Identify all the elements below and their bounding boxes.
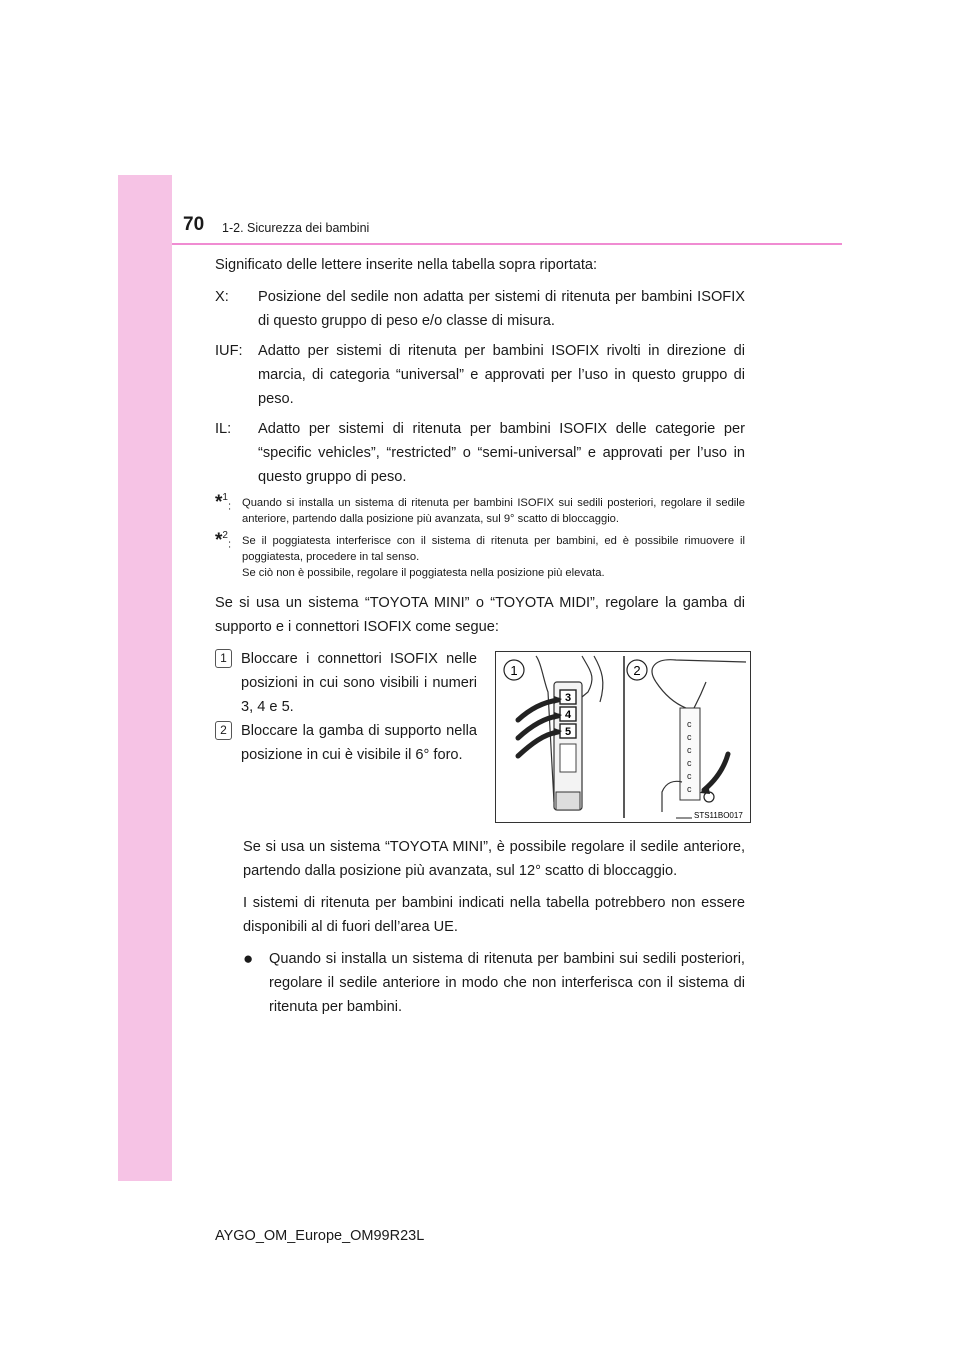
isofix-illustration [495,651,751,823]
bullet-note [243,947,745,1019]
steps-with-figure [215,647,745,835]
definition-key: X: [215,289,229,305]
svg-text:c: c [687,771,692,781]
step-number: 1 [215,649,232,668]
side-tab-bar [118,175,172,1181]
bullet-text: Quando si installa un sistema di ritenuta per bambini sui sedili posteriori, regolare il sedile anteriore in modo che non interferisca con il sistema di ritenuta per bambini. [269,951,745,1015]
definition-il [215,417,745,489]
definition-text: Adatto per sistemi di ritenuta per bambini ISOFIX delle categorie per “specific vehicles”, “restricted” o “semi-universal” e approvati per l’uso in questo gruppo di peso. [258,421,745,485]
page-number: 70 [183,214,205,235]
step-2 [220,719,477,767]
intro-text: Significato delle lettere inserite nella tabella sopra riportata: [215,257,598,273]
svg-text:c: c [687,784,692,794]
definition-text: Posizione del sedile non adatta per sistemi di ritenuta per bambini ISOFIX di questo gruppo di peso e/o classe di misura. [258,289,745,329]
seat-outline [536,656,554,802]
step-text: Bloccare la gamba di supporto nella posizione in cui è visibile il 6° foro. [241,723,477,763]
child-seat-outline [652,660,746,682]
svg-text:c: c [687,732,692,742]
bullet-icon: ● [243,949,254,968]
svg-text:2: 2 [633,663,641,678]
step-number: 2 [215,721,232,740]
svg-text:1: 1 [510,663,518,678]
toyota-intro: Se si usa un sistema “TOYOTA MINI” o “TOYOTA MIDI”, regolare la gamba di supporto e i connettori ISOFIX come segue: [215,595,745,635]
figure-code: STS11BO017 [694,811,743,820]
section-title: 1-2. Sicurezza dei bambini [222,221,370,235]
footnote-text: Quando si installa un sistema di ritenuta per bambini ISOFIX sui sedili posteriori, regolare il sedile anteriore, partendo dalla posizione più avanzata, sul 9° scatto di bloccaggio. [242,497,745,525]
definition-iuf [215,339,745,411]
footer-code: AYGO_OM_Europe_OM99R23L [215,1228,425,1244]
definition-key: IL: [215,421,232,437]
header-divider [172,243,842,245]
after-figure-2: I sistemi di ritenuta per bambini indicati nella tabella potrebbero non essere disponibili al di fuori dell’area UE. [243,895,745,935]
definition-key: IUF: [215,343,243,359]
svg-text:c: c [687,758,692,768]
svg-text:c: c [687,719,692,729]
footnote-text: Se il poggiatesta interferisce con il sistema di ritenuta per bambini, ed è possibile rimuovere il poggiatesta, procedere in tal senso. Se ciò non è possibile, regolare il poggiatesta nella posizione più elevata. [242,535,745,579]
footnote-marker: *$^1$: [215,491,232,513]
number-3: 3 [564,692,572,704]
svg-text:c: c [687,745,692,755]
definition-x [215,285,745,333]
footnote-1 [215,491,745,527]
page-content [215,253,745,1019]
footnote-marker: *$^2$: [215,529,232,551]
number-4: 4 [564,709,572,721]
number-5: 5 [564,726,572,738]
step-text: Bloccare i connettori ISOFIX nelle posizioni in cui sono visibili i numeri 3, 4 e 5. [241,651,477,715]
step-1 [220,647,477,719]
after-figure-1: Se si usa un sistema “TOYOTA MINI”, è possibile regolare il sedile anteriore, partendo dalla posizione più avanzata, sul 12° scatto di bloccaggio. [243,839,745,879]
definition-text: Adatto per sistemi di ritenuta per bambini ISOFIX rivolti in direzione di marcia, di categoria “universal” e approvati per l’uso in questo gruppo di peso. [258,343,745,407]
footnote-2 [215,529,745,581]
